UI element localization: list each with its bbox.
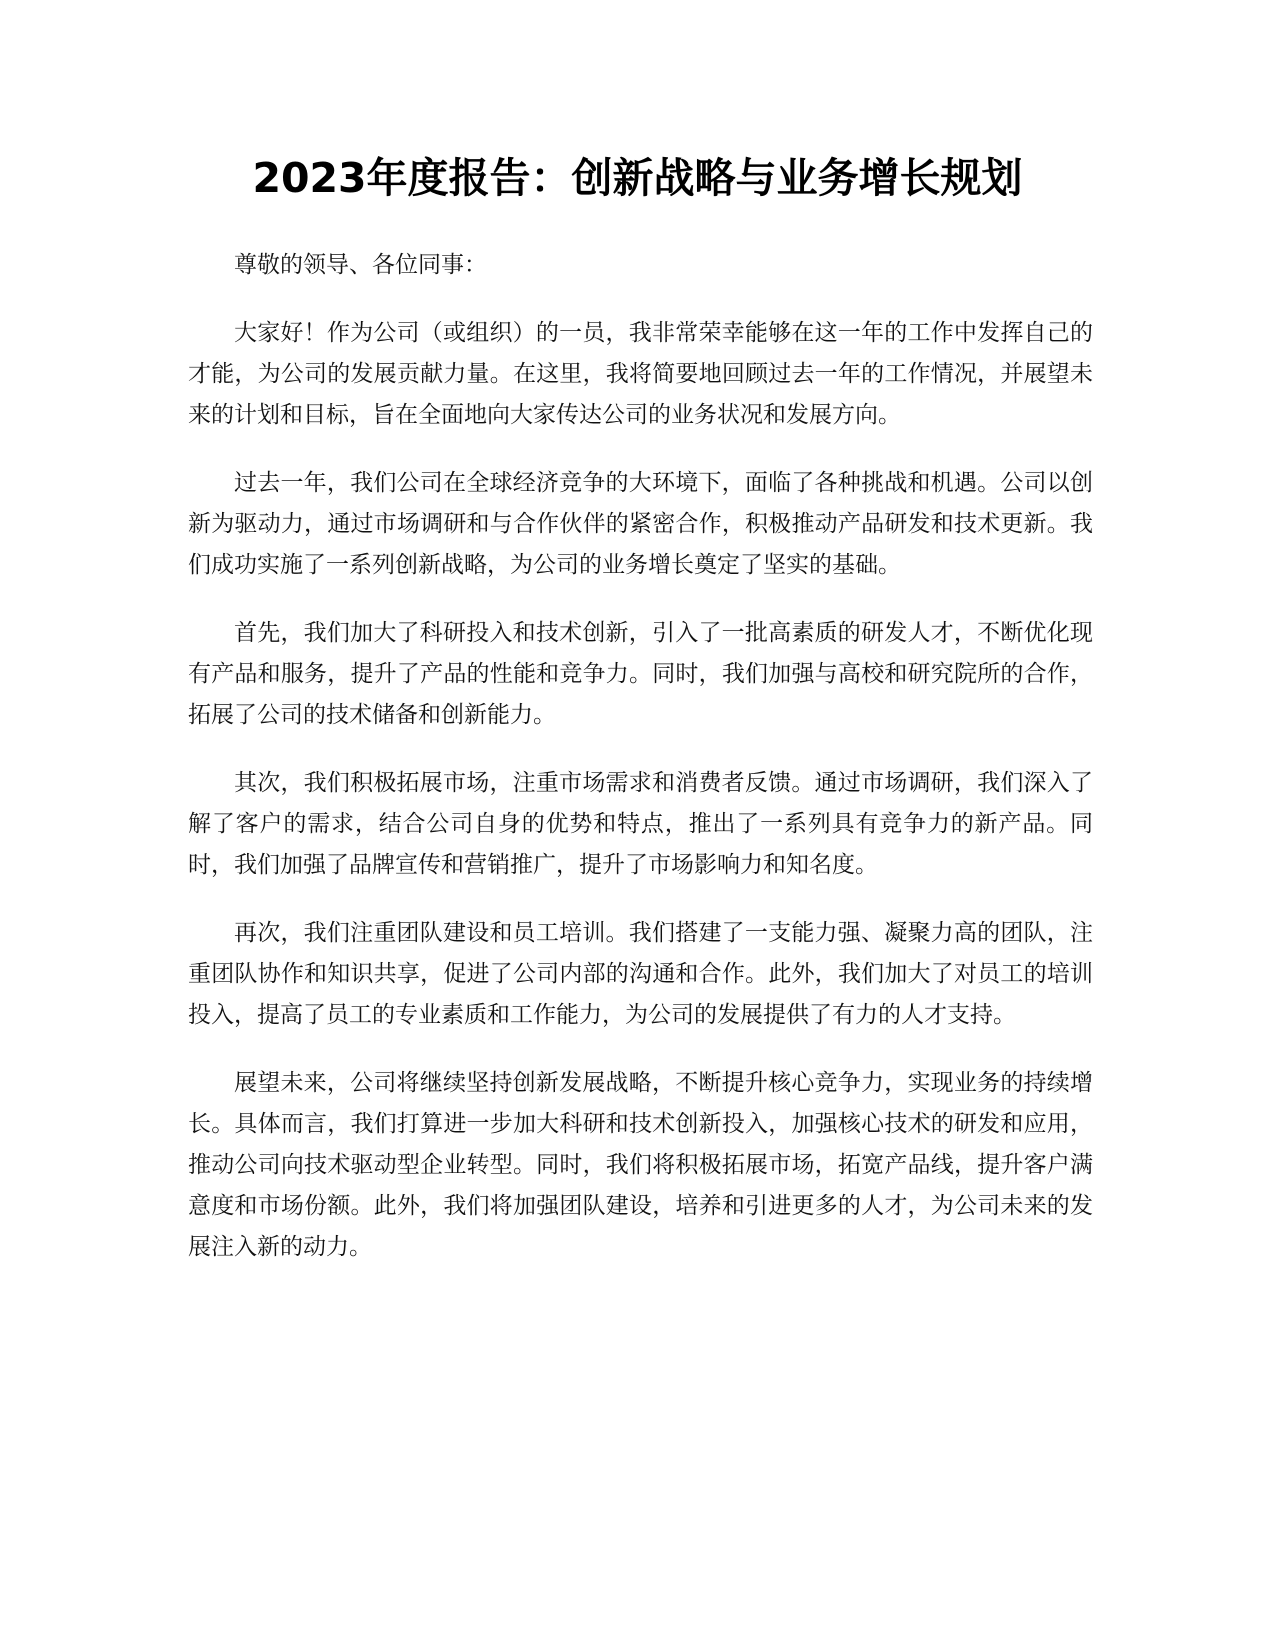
paragraph-third-point: 再次，我们注重团队建设和员工培训。我们搭建了一支能力强、凝聚力高的团队，注重团队协作和知识共享，促进了公司内部的沟通和合作。此外，我们加大了对员工的培训投入，提高了员工的专业素质和工作能力，为公司的发展提供了有力的人才支持。 [188, 920, 1093, 1028]
paragraph-introduction: 大家好！作为公司（或组织）的一员，我非常荣幸能够在这一年的工作中发挥自己的才能，为公司的发展贡献力量。在这里，我将简要地回顾过去一年的工作情况，并展望未来的计划和目标，旨在全面地向大家传达公司的业务状况和发展方向。 [188, 320, 1093, 428]
paragraph-second-point: 其次，我们积极拓展市场，注重市场需求和消费者反馈。通过市场调研，我们深入了解了客户的需求，结合公司自身的优势和特点，推出了一系列具有竞争力的新产品。同时，我们加强了品牌宣传和营销推广，提升了市场影响力和知名度。 [188, 770, 1093, 878]
paragraph-first-point: 首先，我们加大了科研投入和技术创新，引入了一批高素质的研发人才，不断优化现有产品和服务，提升了产品的性能和竞争力。同时，我们加强与高校和研究院所的合作，拓展了公司的技术储备和创新能力。 [188, 620, 1093, 728]
paragraph-outlook: 展望未来，公司将继续坚持创新发展战略，不断提升核心竞争力，实现业务的持续增长。具体而言，我们打算进一步加大科研和技术创新投入，加强核心技术的研发和应用，推动公司向技术驱动型企业转型。同时，我们将积极拓展市场，拓宽产品线，提升客户满意度和市场份额。此外，我们将加强团队建设，培养和引进更多的人才，为公司未来的发展注入新的动力。 [188, 1070, 1093, 1260]
paragraph-salutation: 尊敬的领导、各位同事： [234, 252, 487, 278]
document-title: 2023年度报告：创新战略与业务增长规划 [252, 154, 1023, 202]
document-body [188, 245, 1093, 1295]
paragraph-past-year: 过去一年，我们公司在全球经济竞争的大环境下，面临了各种挑战和机遇。公司以创新为驱动力，通过市场调研和与合作伙伴的紧密合作，积极推动产品研发和技术更新。我们成功实施了一系列创新战略，为公司的业务增长奠定了坚实的基础。 [188, 470, 1093, 578]
